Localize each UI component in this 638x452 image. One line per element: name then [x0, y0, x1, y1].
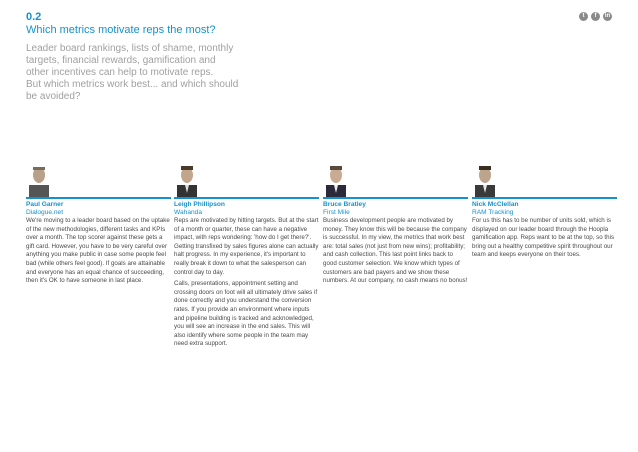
- contributor-column: [472, 163, 617, 263]
- contributor-name: Bruce Bratley: [323, 201, 366, 208]
- quote-paragraph: Business development people are motivated by money. They know this will be because the company is successful. In my view, the metrics that work best are: total sales (not just from new wins); profitability; and cash collection. This last point links back to good customer selection. We know which types of customers are bad payers and we show these numbers. At our company, no cash means no bonus!: [323, 217, 468, 285]
- contributor-company: RAM Tracking: [472, 209, 514, 216]
- divider: [472, 197, 617, 199]
- contributor-column: [323, 163, 468, 289]
- contributor-company: Wahanda: [174, 209, 202, 216]
- contributor-company: First Mile: [323, 209, 350, 216]
- intro-text: [26, 43, 266, 103]
- divider: [323, 197, 468, 199]
- intro-line: But which metrics work best... and which should: [26, 79, 239, 90]
- intro-line: other incentives can help to motivate reps.: [26, 67, 214, 78]
- facebook-icon[interactable]: f: [591, 12, 600, 21]
- linkedin-icon[interactable]: in: [604, 13, 611, 19]
- social-links: [579, 12, 612, 21]
- intro-line: Leader board rankings, lists of shame, monthly: [26, 43, 234, 54]
- quote-paragraph: Reps are motivated by hitting targets. But at the start of a month or quarter, these can have a negative impact, with reps wondering: 'how do I get there?'. Getting transfixed by sales figures alone can actually halt progress. In my experience, it's important to really break it down to what the salesperson can control day to day.: [174, 217, 319, 276]
- contributor-name: Nick McClellan: [472, 201, 519, 208]
- page-title: Which metrics motivate reps the most?: [26, 24, 216, 36]
- contributor-name: Leigh Phillipson: [174, 201, 225, 208]
- intro-line: targets, financial rewards, gamification and: [26, 55, 216, 66]
- contributor-company: Dialogue.net: [26, 209, 64, 216]
- contributor-name: Paul Garner: [26, 201, 64, 208]
- quote-paragraph: For us this has to be number of units sold, which is displayed on our leader board through the Hoopla gamification app. Reps want to be at the top, so this bring out a healthy competitive spirit throughout our team and keeps everyone on their toes.: [472, 217, 615, 259]
- contributor-column: [174, 163, 319, 352]
- avatar: [26, 163, 52, 197]
- twitter-icon[interactable]: t: [579, 12, 588, 21]
- avatar: [323, 163, 349, 197]
- quote-paragraph: We're moving to a leader board based on the uptake of the new methodologies, different tasks and KPIs over a month. The top scorer against these gets a gift card. However, you have to be very careful over anything you make public in case some people feel bad (while others feel good). If goals are attainable and everyone has an equal chance of succeeding, then it's OK to have someone in last place.: [26, 217, 170, 285]
- avatar: [174, 163, 200, 197]
- avatar: [472, 163, 498, 197]
- divider: [26, 197, 171, 199]
- section-number: 0.2: [26, 11, 42, 23]
- intro-line: be avoided?: [26, 91, 81, 102]
- contributor-column: [26, 163, 171, 289]
- quote-paragraph: Calls, presentations, appointment setting and crossing doors on foot will all ultimately drive sales if done correctly and you understand the conversion rates. If you provide an environment where inputs and pipeline building is tracked and acknowledged, you will see an increase in the end sales. This will also identify where some people in the team may need extra support.: [174, 280, 318, 348]
- divider: [174, 197, 319, 199]
